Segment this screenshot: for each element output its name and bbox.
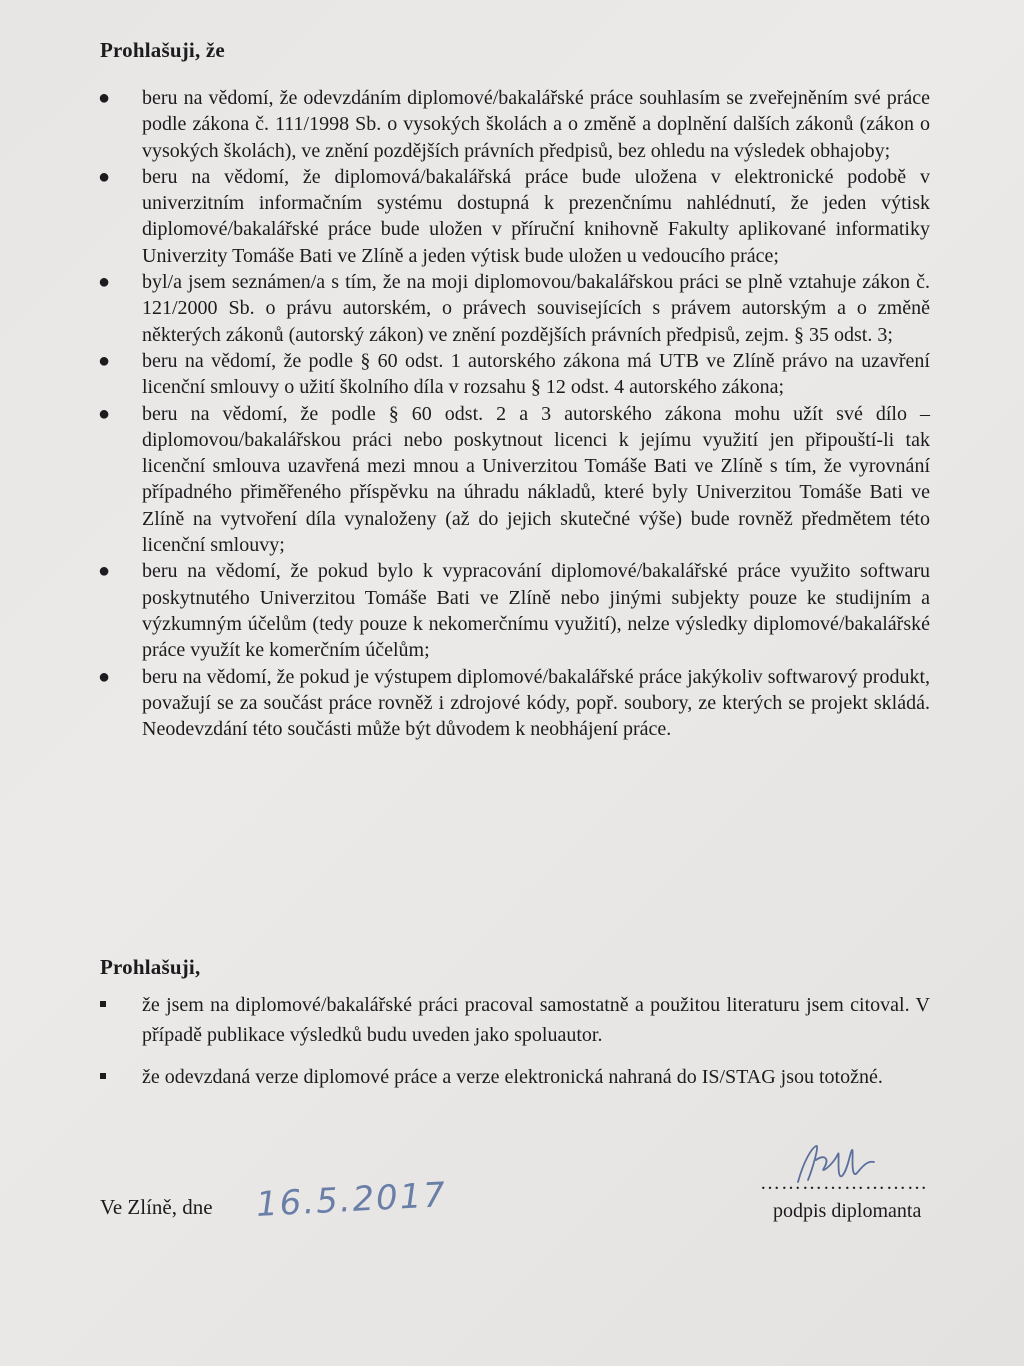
list-item-text: beru na vědomí, že pokud je výstupem diplomové/bakalářské práce jakýkoliv softwarový produkt, považují se za součást práce rovněž i zdrojové kódy, popř. soubory, ze kterých se projekt skládá. Neodevzdání této součásti může být důvodem k neobhájení práce.	[142, 665, 930, 741]
list-item-text: že odevzdaná verze diplomové práce a verze elektronická nahraná do IS/STAG jsou totožné.	[142, 1066, 883, 1088]
bullet-icon: ●	[98, 560, 111, 583]
list-item-text: beru na vědomí, že pokud bylo k vypracování diplomové/bakalářské práce využito softwaru poskytnutého Univerzitou Tomáše Bati ve Zlíně nebo jinými subjekty pouze ke studijním a výzkumným účelům (tedy pouze k nekomerčnímu využití), nelze výsledky diplomové/bakalářské práce využít ke komerčním účelům;	[142, 560, 930, 662]
place-label: Ve Zlíně, dne	[100, 1195, 213, 1219]
bullet-icon: ●	[98, 87, 111, 109]
list-item	[95, 164, 930, 269]
second-declaration-list	[95, 990, 930, 1104]
list-item	[95, 85, 930, 164]
list-item	[95, 990, 930, 1050]
list-item	[95, 348, 930, 401]
bullet-icon: ●	[98, 402, 111, 425]
list-item	[95, 1062, 930, 1092]
list-item	[95, 401, 930, 559]
list-item	[95, 664, 930, 743]
bullet-icon: ●	[98, 165, 111, 188]
list-item-text: beru na vědomí, že diplomová/bakalářská práce bude uložena v elektronické podobě v univerzitním informačním systému dostupná k prezenčnímu nahlédnutí, že jeden výtisk diplomové/bakalářské práce bude uložen v příruční knihovně Fakulty aplikované informatiky Univerzity Tomáše Bati ve Zlíně a jeden výtisk bude uložen u vedoucího práce;	[142, 165, 930, 267]
bullet-icon: ●	[98, 665, 111, 688]
list-item	[95, 269, 930, 348]
signature-label: podpis diplomanta	[773, 1200, 922, 1222]
list-item-text: že jsem na diplomové/bakalářské práci pracoval samostatně a použitou literaturu jsem citoval. V případě publikace výsledků budu uveden jako spoluautor.	[142, 994, 930, 1046]
signature-line: ……………………	[760, 1172, 928, 1194]
bullet-icon: ●	[98, 271, 111, 294]
list-item-text: byl/a jsem seznámen/a s tím, že na moji diplomovou/bakalářskou práci se plně vztahuje zákon č. 121/2000 Sb. o právu autorském, o právech souvisejících s právem autorským a o změně některých zákonů (autorský zákon) ve znění pozdějších právních předpisů, zejm. § 35 odst. 3;	[142, 271, 930, 346]
list-item-text: beru na vědomí, že podle § 60 odst. 1 autorského zákona má UTB ve Zlíně právo na uzavření licenční smlouvy o užití školního díla v rozsahu § 12 odst. 4 autorského zákona;	[142, 349, 930, 399]
list-item	[95, 558, 930, 663]
list-item-text: beru na vědomí, že odevzdáním diplomové/bakalářské práce souhlasím se zveřejněním své práce podle zákona č. 111/1998 Sb. o vysokých školách a o změně a doplnění dalších zákonů (zákon o vysokých školách), ve znění pozdějších právních předpisů, bez ohledu na výsledek obhajoby;	[142, 87, 930, 162]
declaration-list	[95, 85, 930, 742]
list-item-text: beru na vědomí, že podle § 60 odst. 2 a 3 autorského zákona mohu užít své dílo – diplomovou/bakalářskou práci nebo poskytnout licenci k jejímu využití jen připouští-li tak licenční smlouva uzavřená mezi mnou a Univerzitou Tomáše Bati ve Zlíně s tím, že vyrovnání případného přiměřeného příspěvku na úhradu nákladů, které byly Univerzitou Tomáše Bati ve Zlíně na vytvoření díla vynaloženy (až do jejich skutečné výše) bude rovněž předmětem této licenční smlouvy;	[142, 402, 930, 557]
second-declaration-heading: Prohlašuji,	[100, 955, 201, 979]
bullet-icon: ●	[98, 349, 111, 372]
square-bullet-icon	[100, 1073, 106, 1079]
declaration-heading: Prohlašuji, že	[100, 38, 225, 62]
square-bullet-icon	[100, 1001, 106, 1007]
handwritten-date: 16.5.2017	[255, 1175, 448, 1225]
